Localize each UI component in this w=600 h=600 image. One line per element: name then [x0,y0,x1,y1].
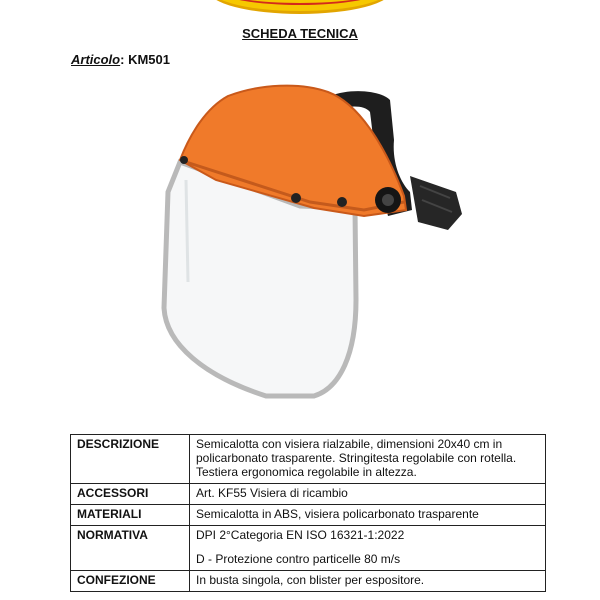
spec-row-accessori [71,484,546,505]
article-code: KM501 [128,52,170,67]
spec-value: Semicalotta con visiera rialzabile, dimensioni 20x40 cm in policarbonato trasparente. Stringitesta regolabile con rotella. Testiera ergonomica regolabile in altezza. [190,435,546,484]
spec-key: DESCRIZIONE [71,435,190,484]
spec-row-materiali [71,505,546,526]
spec-value: DPI 2°Categoria EN ISO 16321-1:2022 D - Protezione contro particelle 80 m/s [190,526,546,571]
face-shield-visor-image [150,82,480,400]
spec-row-descrizione [71,435,546,484]
rear-ratchet [410,176,462,230]
spec-key: ACCESSORI [71,484,190,505]
brand-logo [208,0,392,14]
spec-table [70,434,546,592]
spec-value: Art. KF55 Visiera di ricambio [190,484,546,505]
spec-key: MATERIALI [71,505,190,526]
spec-key: NORMATIVA [71,526,190,571]
spec-row-confezione [71,571,546,592]
spec-value: In busta singola, con blister per espositore. [190,571,546,592]
page-title: SCHEDA TECNICA [242,26,358,41]
spec-value: Semicalotta in ABS, visiera policarbonato trasparente [190,505,546,526]
article-label: Articolo [71,52,121,67]
article-line: Articolo: KM501 [71,52,170,67]
spec-key: CONFEZIONE [71,571,190,592]
spec-row-normativa [71,526,546,571]
